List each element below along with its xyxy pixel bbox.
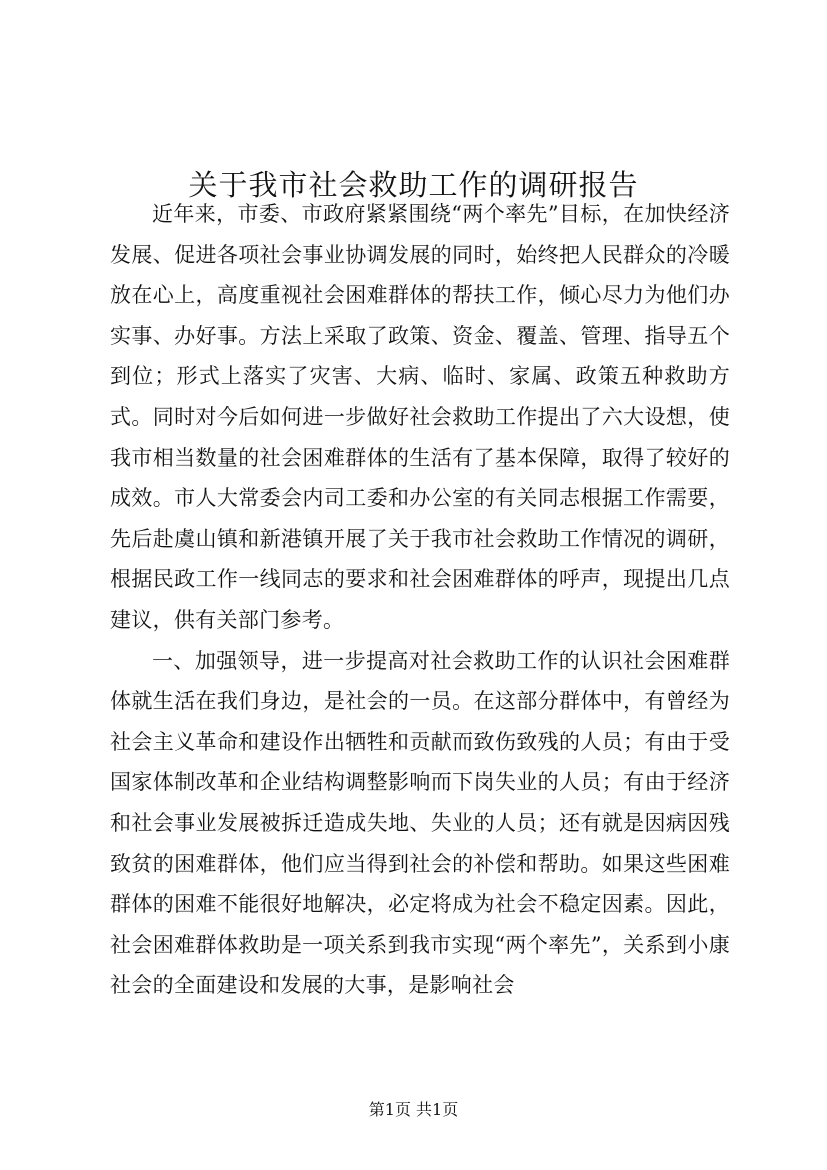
page-number-footer: 第1页 共1页 <box>368 1100 459 1119</box>
paragraph-intro: 近年来，市委、市政府紧紧围绕“两个率先”目标，在加快经济发展、促进各项社会事业协调发展的同时，始终把人民群众的冷暖放在心上，高度重视社会困难群体的帮扶工作，倾心尽力为他们办实事、办好事。方法上采取了政策、资金、覆盖、管理、指导五个到位；形式上落实了灾害、大病、临时、家属、政策五种救助方式。同时对今后如何进一步做好社会救助工作提出了六大设想，使我市相当数量的社会困难群体的生活有了基本保障，取得了较好的成效。市人大常委会内司工委和办公室的有关同志根据工作需要，先后赴虞山镇和新港镇开展了关于我市社会救助工作情况的调研，根据民政工作一线同志的要求和社会困难群体的呼声，现提出几点建议，供有关部门参考。 <box>110 202 730 632</box>
paragraph-section-1: 一、加强领导，进一步提高对社会救助工作的认识社会困难群体就生活在我们身边，是社会的一员。在这部分群体中，有曾经为社会主义革命和建设作出牺牲和贡献而致伤致残的人员；有由于受国家体制改革和企业结构调整影响而下岗失业的人员；有由于经济和社会事业发展被拆迁造成失地、失业的人员；还有就是因病因残致贫的困难群体，他们应当得到社会的补偿和帮助。如果这些困难群体的困难不能很好地解决，必定将成为社会不稳定因素。因此，社会困难群体救助是一项关系到我市实现“两个率先”，关系到小康社会的全面建设和发展的大事，是影响社会 <box>110 648 730 998</box>
document-body <box>110 194 730 1006</box>
document-title: 关于我市社会救助工作的调研报告 <box>188 168 639 203</box>
